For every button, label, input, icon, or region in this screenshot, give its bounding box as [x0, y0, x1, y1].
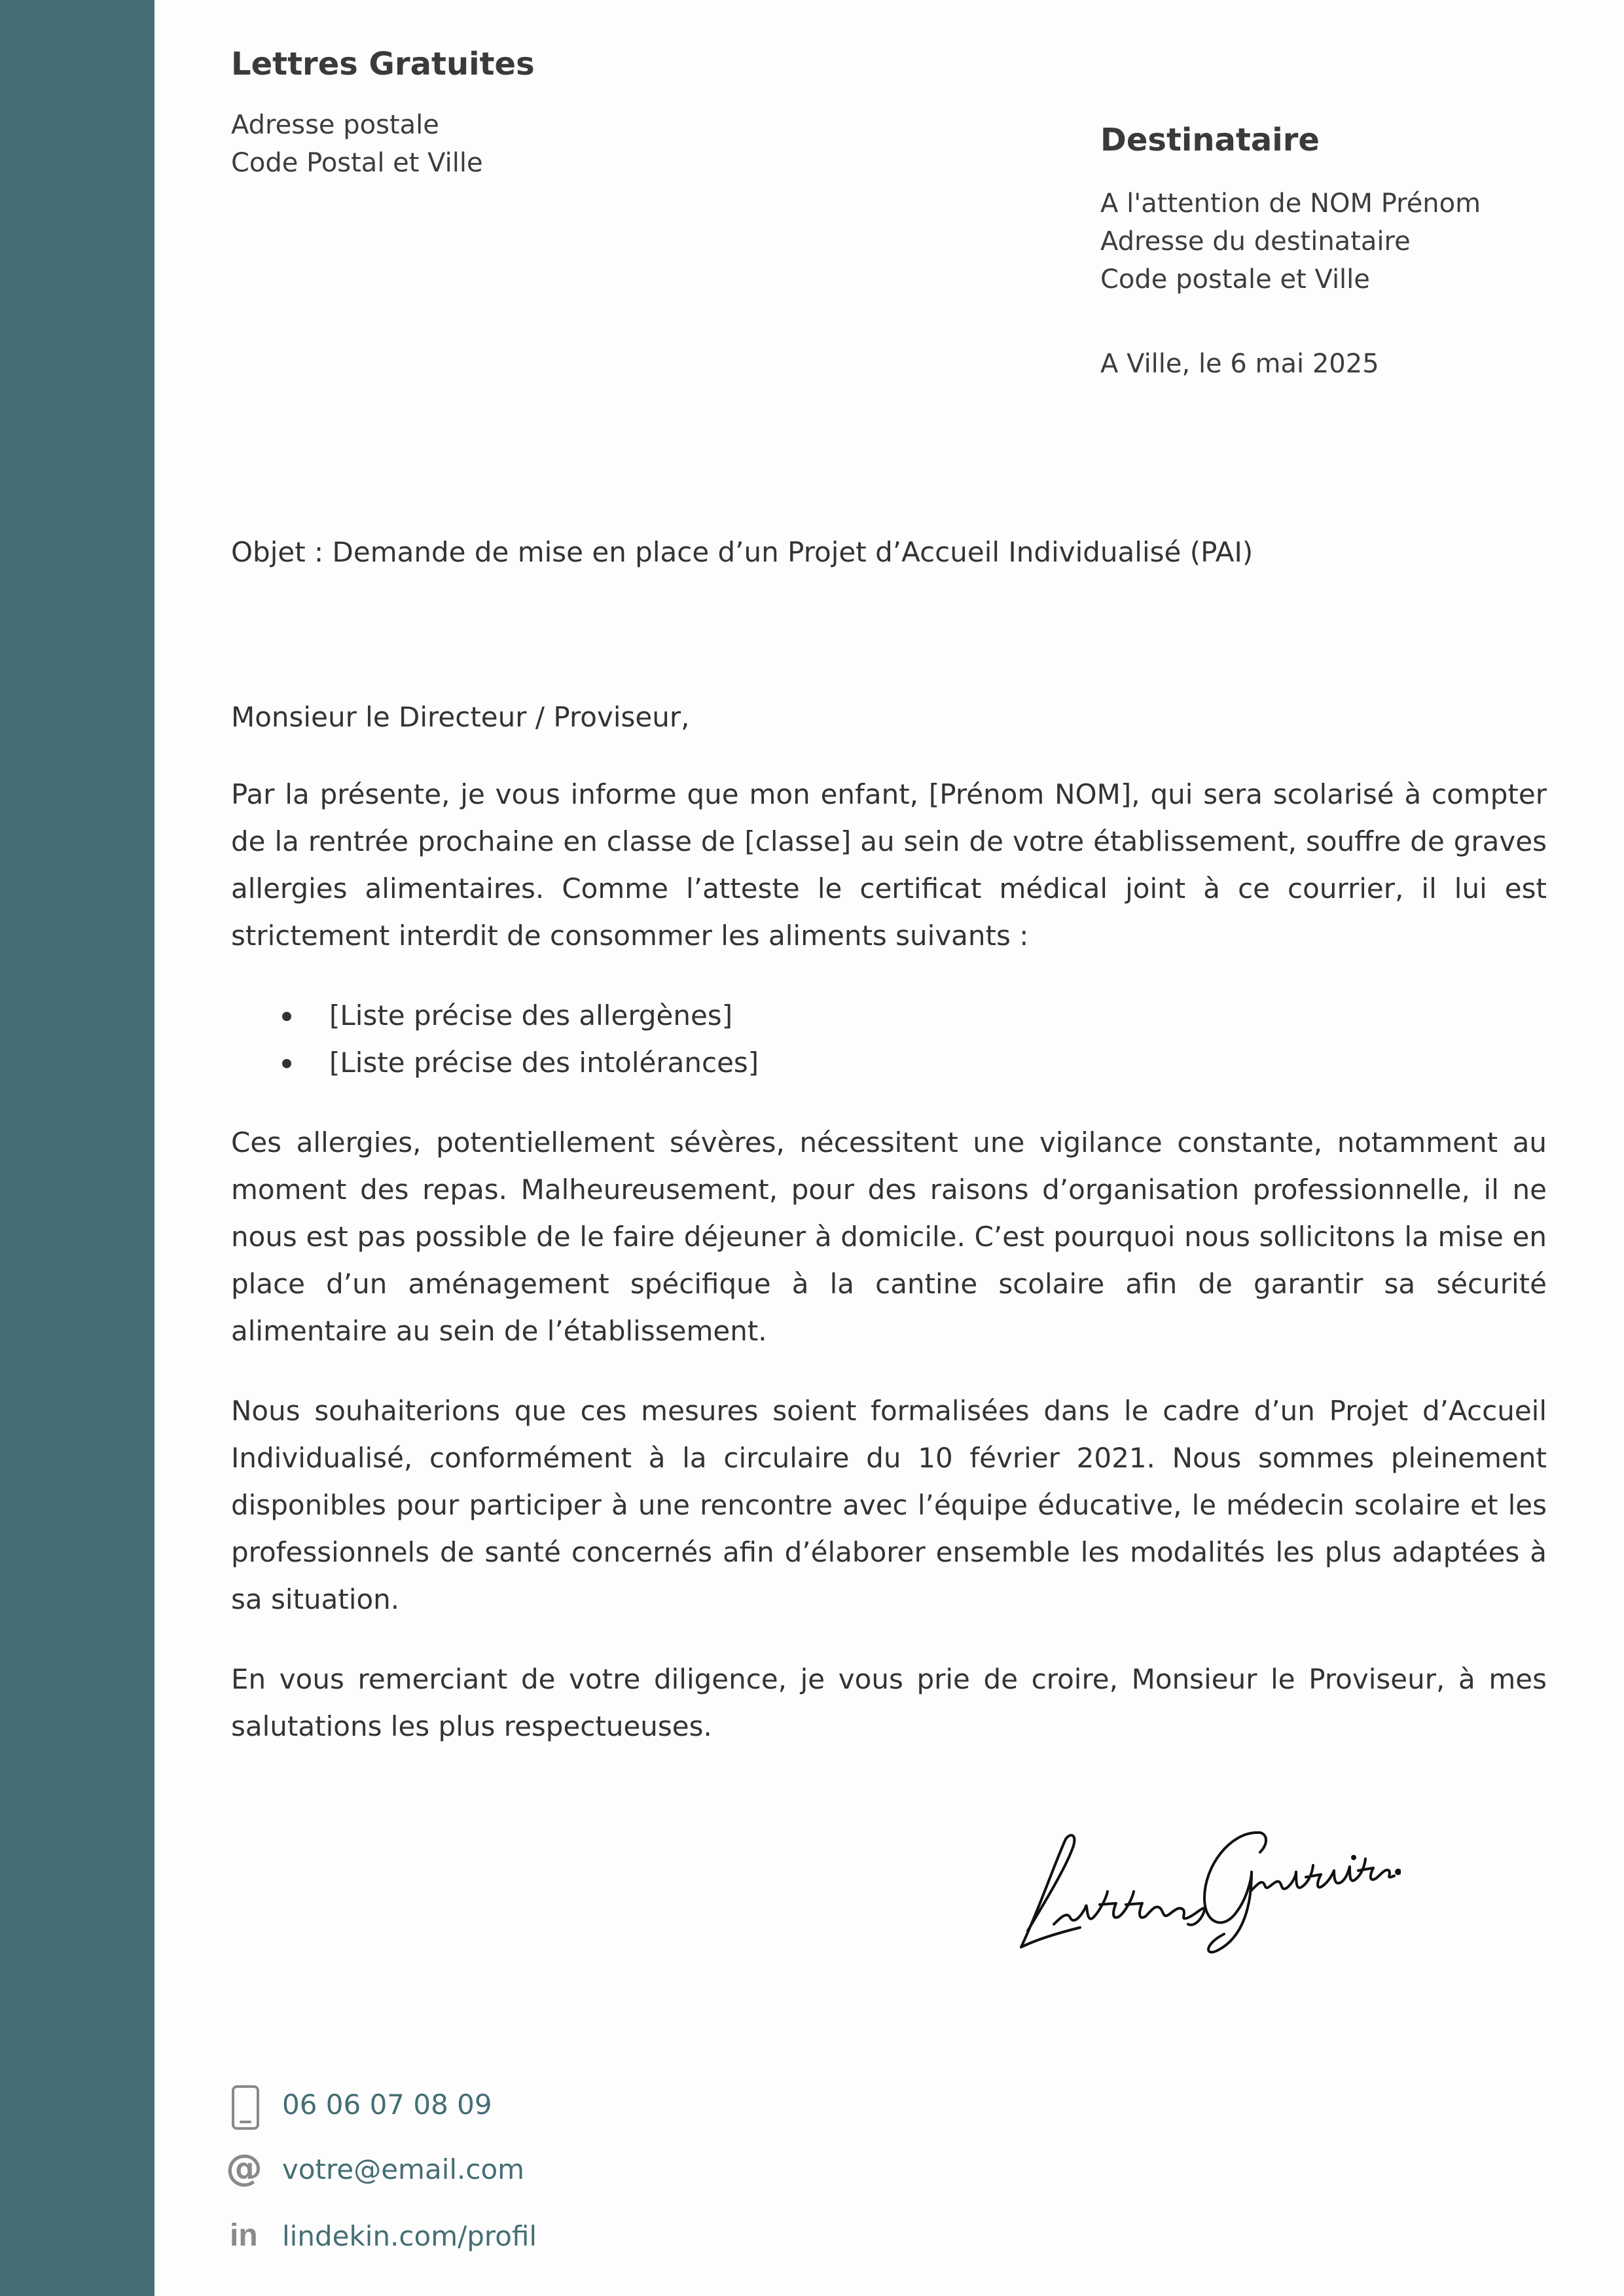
- paragraph-2: Ces allergies, potentiellement sévères, nécessitent une vigilance constante, notamment au moment des repas. Malheureusement, pour des raisons d’organisation professionnelle, il ne nous est pas possible de le faire déjeuner à domicile. C’est pourquoi nous sollicitons la mise en place d’un aménagement spécifique à la cantine scolaire afin de garantir sa sécurité alimentaire au sein de l’établissement.: [231, 1126, 1547, 1347]
- recipient-address: [1100, 185, 1481, 298]
- letter-date: A Ville, le 6 mai 2025: [1100, 349, 1379, 379]
- recipient-street: Adresse du destinataire: [1100, 226, 1411, 257]
- sender-address: [231, 106, 483, 182]
- list-item: [Liste précise des intolérances]: [329, 1039, 1547, 1086]
- list-item: [Liste précise des allergènes]: [329, 992, 1547, 1039]
- paragraph-3: Nous souhaiterions que ces mesures soient formalisées dans le cadre d’un Projet d’Accueil Individualisé, conformément à la circulaire du 10 février 2021. Nous sommes pleinement disponibles pour participer à une rencontre avec l’équipe éducative, le médecin scolaire et les professionnels de santé concernés afin d’élaborer ensemble les modalités les plus adaptées à sa situation.: [231, 1395, 1547, 1615]
- paragraph-1: Par la présente, je vous informe que mon enfant, [Prénom NOM], qui sera scolarisé à compter de la rentrée prochaine en classe de [classe] au sein de votre établissement, souffre de graves allergies alimentaires. Comme l’atteste le certificat médical joint à ce courrier, il lui est strictement interdit de consommer les aliments suivants :: [231, 778, 1547, 952]
- sender-address-line1: Adresse postale: [231, 110, 439, 140]
- handwritten-signature: [1008, 1793, 1401, 1964]
- linkedin-icon: in: [230, 2218, 258, 2253]
- linkedin-url[interactable]: lindekin.com/profil: [282, 2220, 537, 2252]
- sender-address-line2: Code Postal et Ville: [231, 148, 483, 178]
- recipient-city: Code postale et Ville: [1100, 264, 1370, 295]
- recipient-attention: A l'attention de NOM Prénom: [1100, 188, 1481, 219]
- recipient-title: Destinataire: [1100, 122, 1320, 158]
- letter-body: [231, 694, 1547, 1783]
- phone-number[interactable]: 06 06 07 08 09: [282, 2089, 492, 2121]
- sender-name: Lettres Gratuites: [231, 46, 535, 82]
- at-icon: @: [226, 2147, 262, 2189]
- sidebar-band: [0, 0, 154, 2296]
- salutation: Monsieur le Directeur / Proviseur,: [231, 701, 690, 733]
- allergen-list: [231, 992, 1547, 1086]
- paragraph-4: En vous remerciant de votre diligence, je vous prie de croire, Monsieur le Proviseur, à mes salutations les plus respectueuses.: [231, 1663, 1547, 1742]
- email-address[interactable]: votre@email.com: [282, 2153, 525, 2185]
- letter-subject: Objet : Demande de mise en place d’un Projet d’Accueil Individualisé (PAI): [231, 536, 1254, 568]
